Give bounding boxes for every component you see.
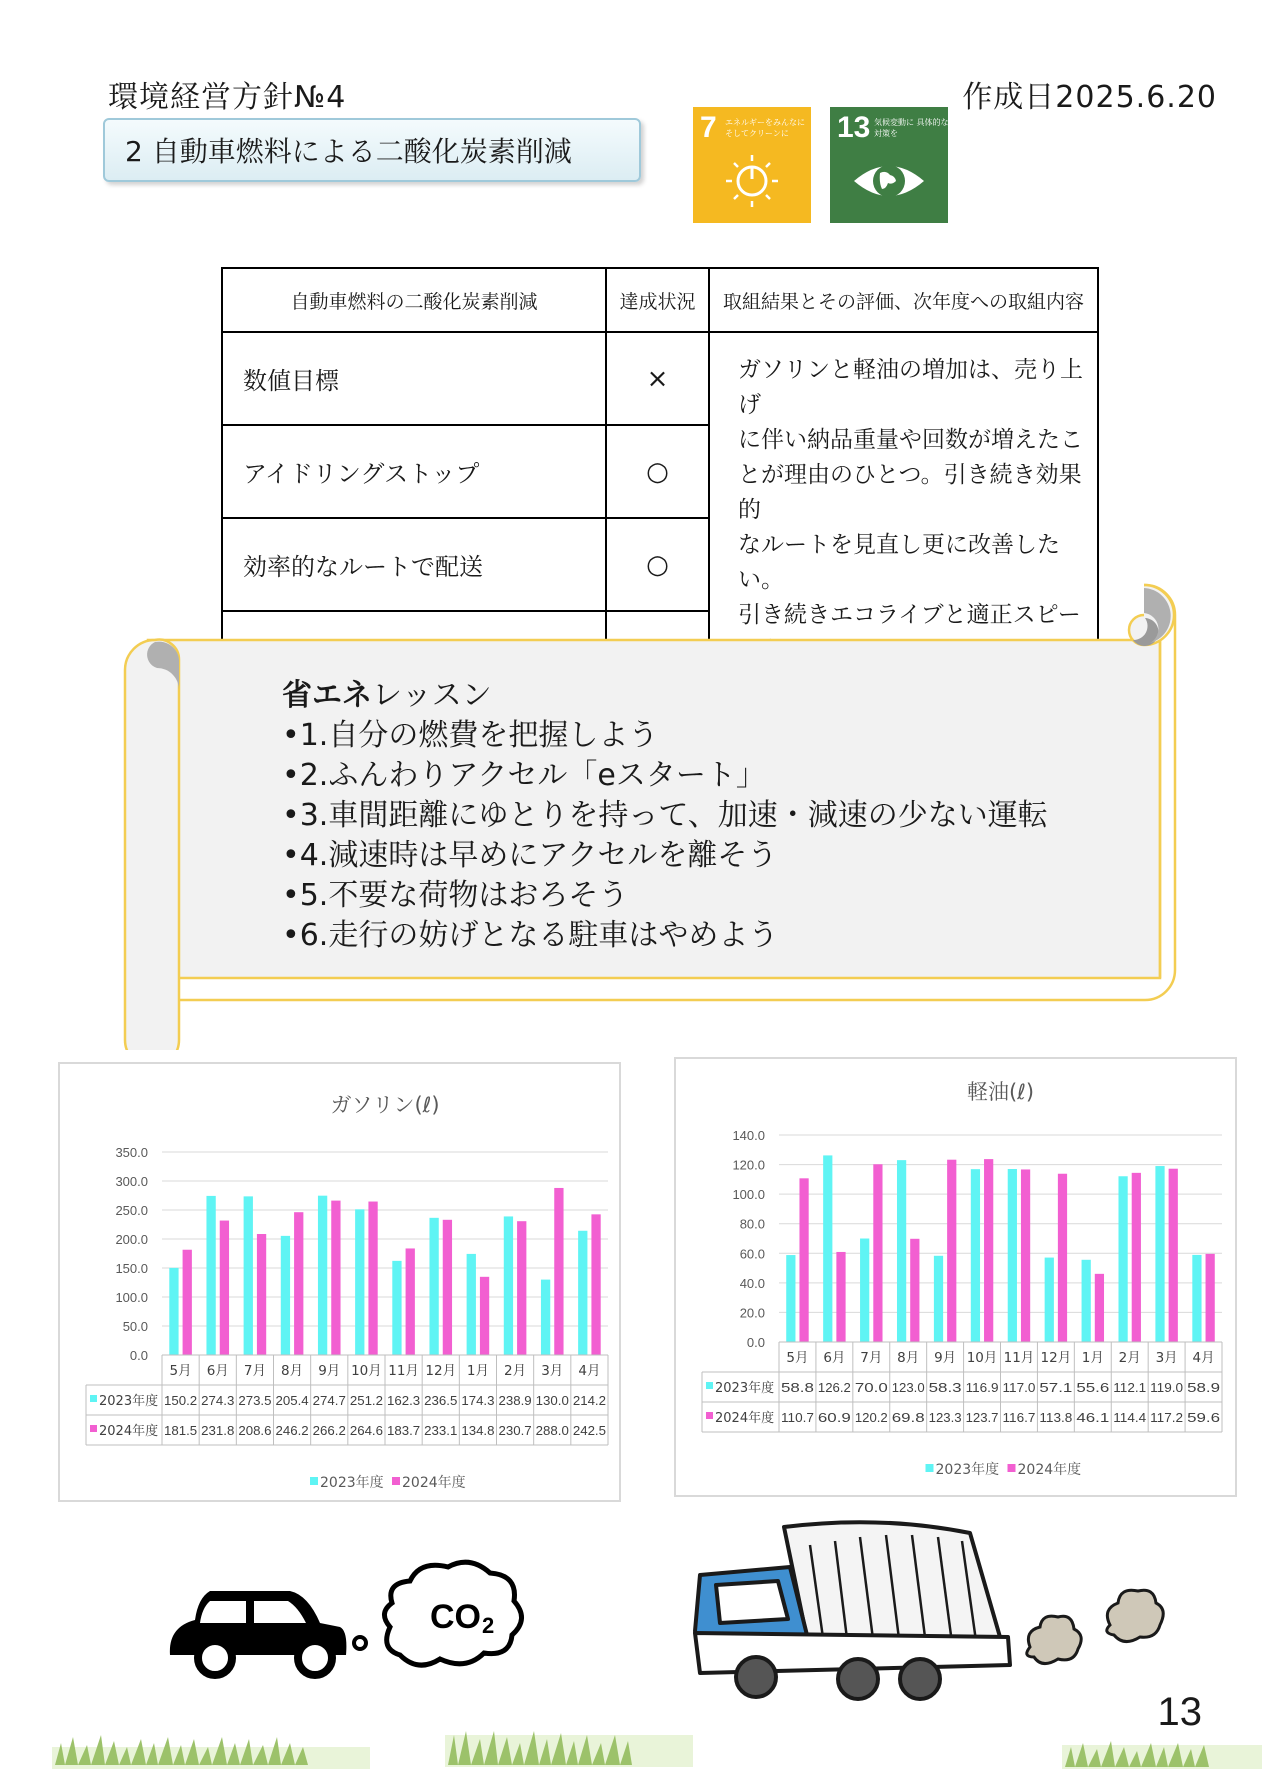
data-value-label: 117.2 [1150,1410,1184,1425]
truck-icon [695,1522,1010,1699]
x-category-label: 10月 [966,1350,998,1366]
bar-2024年度 [443,1220,452,1355]
eco-lesson [282,676,1048,956]
bar-2023年度 [860,1239,869,1343]
lesson-item: •2.ふんわりアクセル「eスタート」 [282,758,766,793]
data-value-label: 110.7 [781,1410,814,1425]
y-tick-label: 120.0 [732,1157,765,1173]
bar-2023年度 [392,1261,401,1355]
table-series-label: 2024年度 [99,1424,159,1439]
x-category-label: 7月 [243,1363,266,1379]
data-value-label: 181.5 [164,1423,198,1438]
comment-line: とが理由のひとつ。引き続き効果的 [738,462,1082,523]
legend-label: 2024年度 [1017,1462,1082,1478]
bar-2024年度 [480,1277,489,1355]
bar-2023年度 [467,1254,476,1355]
sdg-7-badge [693,107,811,223]
bar-2024年度 [220,1221,229,1355]
car-icon [170,1591,347,1675]
bar-2024年度 [873,1164,882,1342]
bar-2024年度 [910,1239,919,1342]
data-value-label: 274.7 [312,1393,346,1408]
y-tick-label: 50.0 [122,1319,148,1334]
x-category-label: 6月 [823,1350,846,1366]
x-category-label: 1月 [466,1363,489,1379]
data-value-label: 116.7 [1002,1410,1036,1425]
sdg-13-number: 13 [837,111,871,144]
data-value-label: 233.1 [424,1423,458,1438]
y-tick-label: 0.0 [129,1348,148,1363]
table-series-label: 2023年度 [99,1394,159,1409]
table-legend-key [706,1382,713,1389]
bar-2024年度 [1169,1169,1178,1342]
bar-2024年度 [1021,1169,1030,1342]
x-category-label: 3月 [1155,1350,1178,1366]
lesson-item: •4.減速時は早めにアクセルを離そう [282,838,778,873]
illustrations [40,1515,1277,1790]
bar-2023年度 [1118,1176,1127,1342]
created-date: 作成日2025.6.20 [962,80,1217,115]
bar-2023年度 [244,1196,253,1355]
data-value-label: 274.3 [201,1393,235,1408]
y-tick-label: 300.0 [115,1174,148,1189]
data-value-label: 273.5 [238,1393,272,1408]
bar-2023年度 [823,1155,832,1342]
y-tick-label: 40.0 [739,1275,765,1291]
data-value-label: 120.2 [854,1410,888,1425]
y-tick-label: 100.0 [732,1187,765,1203]
lesson-title-rest: レッスン [372,678,492,713]
data-value-label: 70.0 [854,1380,888,1395]
data-value-label: 57.1 [1039,1380,1073,1395]
data-value-label: 134.8 [461,1423,495,1438]
comment-line: なルートを見直し更に改善したい。 [738,532,1060,593]
y-tick-label: 20.0 [739,1305,765,1321]
page-number: 13 [1157,1690,1202,1734]
gasoline-chart-svg [60,1064,623,1504]
bar-2023年度 [1082,1260,1091,1342]
data-value-label: 242.5 [572,1423,607,1438]
data-value-label: 116.9 [965,1380,999,1395]
x-category-label: 2月 [504,1363,527,1379]
data-value-label: 58.9 [1187,1380,1220,1395]
bar-2024年度 [406,1248,415,1355]
sdg-13-text: 気候変動に 具体的な対策を [874,118,949,138]
bar-2024年度 [257,1234,266,1355]
bar-2024年度 [294,1212,303,1355]
gasoline-chart [58,1062,621,1502]
data-value-label: 174.3 [461,1393,495,1408]
data-value-label: 58.3 [928,1380,962,1395]
lesson-item: •1.自分の燃費を把握しよう [282,718,659,753]
bar-2023年度 [504,1216,513,1355]
bar-2023年度 [318,1196,327,1355]
legend-label: 2023年度 [320,1475,384,1491]
legend-key [392,1477,400,1485]
x-category-label: 8月 [897,1350,920,1366]
x-category-label: 7月 [860,1350,883,1366]
lesson-title [282,676,1048,716]
row-status: ○ [606,425,709,518]
y-tick-label: 80.0 [739,1216,765,1232]
diesel-chart-svg [676,1059,1239,1499]
legend-label: 2023年度 [935,1462,1000,1478]
grass-decoration [52,1731,1262,1769]
y-tick-label: 60.0 [739,1246,765,1262]
sdg-13-badge [830,107,948,223]
co2-cloud-icon [354,1562,522,1665]
bar-2023年度 [786,1255,795,1342]
bar-2024年度 [1095,1274,1104,1342]
y-tick-label: 350.0 [115,1145,148,1160]
bar-2023年度 [1192,1255,1201,1342]
lesson-item: •3.車間距離にゆとりを持って、加速・減速の少ない運転 [282,798,1048,833]
table-legend-key [706,1412,713,1419]
row-item: アイドリングストップ [222,425,606,518]
data-value-label: 60.9 [817,1410,851,1425]
data-value-label: 288.0 [535,1423,569,1438]
x-category-label: 11月 [388,1363,419,1379]
bar-2023年度 [281,1236,290,1355]
bar-2024年度 [836,1252,845,1342]
data-value-label: 208.6 [238,1423,272,1438]
x-category-label: 9月 [318,1363,341,1379]
lesson-item: •5.不要な荷物はおろそう [282,878,629,913]
bar-2023年度 [934,1256,943,1342]
sdg-7-text: エネルギーをみんなに そしてクリーンに [725,118,805,138]
data-value-label: 119.0 [1150,1380,1184,1395]
x-category-label: 6月 [206,1363,229,1379]
table-legend-key [90,1395,97,1402]
bar-2023年度 [578,1231,587,1355]
x-category-label: 5月 [169,1363,192,1379]
bar-2023年度 [971,1169,980,1342]
data-value-label: 162.3 [387,1393,421,1408]
bar-2023年度 [541,1280,550,1355]
data-value-label: 117.0 [1002,1380,1036,1395]
bar-2023年度 [1045,1258,1054,1342]
row-item: 数値目標 [222,332,606,425]
data-value-label: 150.2 [164,1393,198,1408]
bar-2024年度 [591,1214,600,1355]
legend-key [310,1477,318,1485]
data-value-label: 264.6 [349,1423,383,1438]
y-tick-label: 250.0 [115,1203,148,1218]
x-category-label: 9月 [934,1350,957,1366]
table-series-label: 2023年度 [715,1381,775,1396]
comment-line: ガソリンと軽油の増加は、売り上げ [738,357,1083,418]
data-value-label: 238.9 [498,1393,532,1408]
data-value-label: 123.0 [891,1380,925,1395]
x-category-label: 4月 [1192,1350,1215,1366]
x-category-label: 5月 [786,1350,809,1366]
data-value-label: 114.4 [1113,1410,1147,1425]
legend-key [1008,1464,1016,1472]
bar-2024年度 [947,1160,956,1342]
data-value-label: 112.1 [1113,1380,1147,1395]
data-value-label: 231.8 [201,1423,235,1438]
chart-title: 軽油(ℓ) [966,1080,1035,1104]
y-tick-label: 100.0 [115,1290,148,1305]
x-category-label: 8月 [281,1363,304,1379]
data-value-label: 183.7 [387,1423,421,1438]
data-value-label: 59.6 [1187,1410,1220,1425]
data-value-label: 46.1 [1076,1410,1110,1425]
data-value-label: 130.0 [535,1393,569,1408]
data-value-label: 123.3 [928,1410,962,1425]
comment-line: 引き続きエコライブと適正スピー [738,602,1081,628]
x-category-label: 11月 [1003,1350,1035,1366]
x-category-label: 4月 [578,1363,601,1379]
table-header-status: 達成状況 [606,268,709,332]
chart-title: ガソリン(ℓ) [330,1093,440,1117]
data-value-label: 214.2 [572,1393,607,1408]
table-header-row [222,268,1098,332]
bar-2024年度 [984,1159,993,1342]
table-header-comment: 取組結果とその評価、次年度への取組内容 [709,268,1098,332]
data-value-label: 246.2 [275,1423,309,1438]
x-category-label: 12月 [1040,1350,1072,1366]
co2-subscript: 2 [482,1613,495,1638]
bar-2024年度 [368,1202,377,1355]
y-tick-label: 150.0 [115,1261,148,1276]
row-status: ○ [606,518,709,611]
table-header-item: 自動車燃料の二酸化炭素削減 [222,268,606,332]
data-value-label: 236.5 [424,1393,458,1408]
bar-2024年度 [799,1178,808,1342]
bar-2023年度 [169,1268,178,1355]
bar-2023年度 [429,1218,438,1355]
bar-2024年度 [183,1250,192,1355]
comment-line: に伴い納品重量や回数が増えたこ [738,427,1083,453]
y-tick-label: 200.0 [115,1232,148,1247]
lesson-item: •6.走行の妨げとなる駐車はやめよう [282,918,779,953]
legend-key [926,1464,934,1472]
bar-2024年度 [554,1188,563,1355]
y-tick-label: 140.0 [732,1128,765,1143]
lesson-title-bold: 省エネ [282,678,372,713]
y-tick-label: 0.0 [746,1335,765,1350]
legend-label: 2024年度 [402,1475,466,1491]
data-value-label: 113.8 [1039,1410,1073,1425]
bar-2023年度 [897,1160,906,1342]
x-category-label: 3月 [541,1363,564,1379]
bar-2024年度 [1058,1174,1067,1342]
x-category-label: 2月 [1118,1350,1141,1366]
section-title: 2 自動車燃料による二酸化炭素削減 [103,118,641,182]
x-category-label: 12月 [425,1363,457,1379]
data-value-label: 55.6 [1076,1380,1110,1395]
data-value-label: 251.2 [349,1393,383,1408]
table-row [222,332,1098,425]
sdg-7-number: 7 [700,111,717,144]
x-category-label: 10月 [351,1363,382,1379]
bar-2024年度 [517,1221,526,1355]
data-value-label: 58.8 [781,1380,814,1395]
row-status: × [606,332,709,425]
data-value-label: 123.7 [965,1410,999,1425]
data-value-label: 266.2 [312,1423,346,1438]
diesel-chart [674,1057,1237,1497]
data-value-label: 230.7 [498,1423,532,1438]
co2-label: CO [430,1598,481,1636]
policy-title: 環境経営方針№4 [108,80,347,115]
bar-2023年度 [1008,1169,1017,1342]
bar-2024年度 [1132,1173,1141,1342]
bar-2023年度 [355,1209,364,1355]
smoke-icon [1027,1590,1163,1663]
row-item: 効率的なルートで配送 [222,518,606,611]
table-legend-key [90,1425,97,1432]
bar-2024年度 [331,1201,340,1355]
x-category-label: 1月 [1081,1350,1104,1366]
data-value-label: 69.8 [891,1410,925,1425]
data-value-label: 126.2 [817,1380,851,1395]
bar-2023年度 [206,1196,215,1355]
table-series-label: 2024年度 [715,1411,775,1426]
bar-2024年度 [1206,1254,1215,1342]
data-value-label: 205.4 [275,1393,309,1408]
bar-2023年度 [1155,1166,1164,1342]
